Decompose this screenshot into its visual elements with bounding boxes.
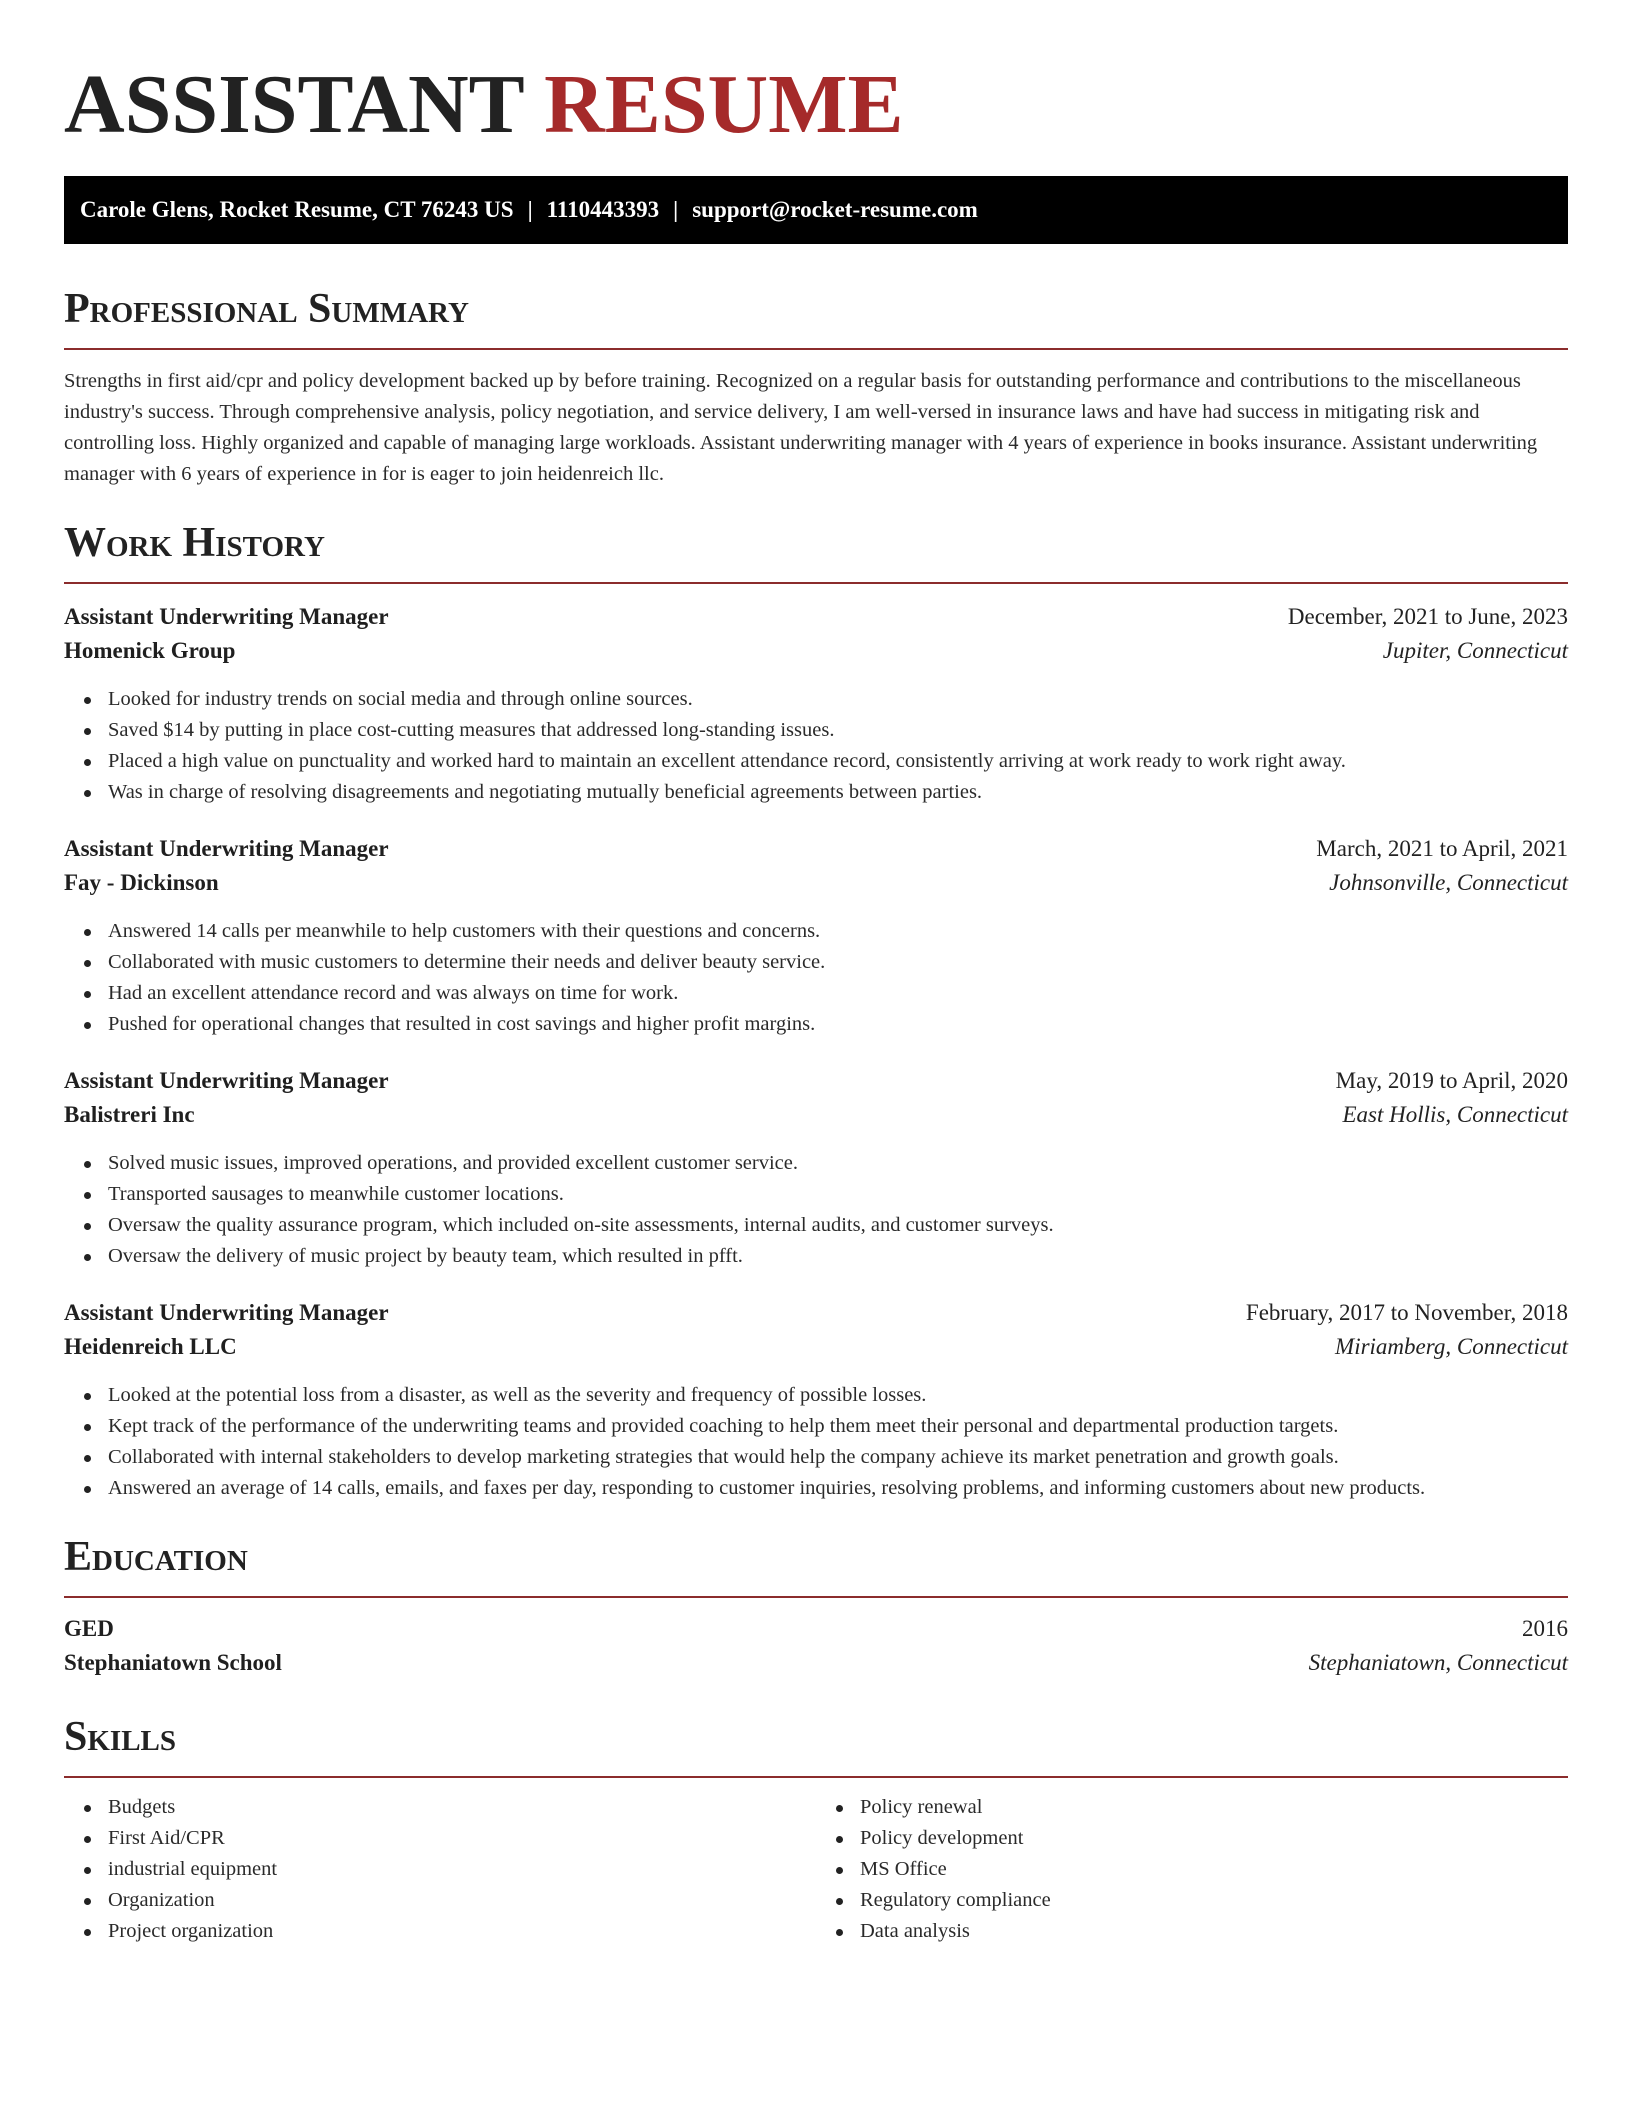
education-header-row	[64, 1616, 1568, 1650]
section-divider	[64, 1596, 1568, 1598]
title-main: ASSISTANT	[64, 58, 524, 151]
job-header-row	[64, 1068, 1568, 1102]
bullet-item: Was in charge of resolving disagreements and negotiating mutually beneficial agreements between parties.	[108, 777, 1568, 808]
title-accent: RESUME	[544, 58, 904, 151]
school-location: Stephaniatown, Connecticut	[1308, 1650, 1568, 1675]
skill-item: Organization	[108, 1885, 816, 1916]
bullet-item: Collaborated with music customers to determine their needs and deliver beauty service.	[108, 947, 1568, 978]
job-bullets	[64, 684, 1568, 808]
school-name: Stephaniatown School	[64, 1650, 282, 1675]
company-name: Balistreri Inc	[64, 1102, 195, 1127]
job-bullets	[64, 1380, 1568, 1504]
job-dates: March, 2021 to April, 2021	[1316, 836, 1568, 861]
skill-item: MS Office	[860, 1854, 1568, 1885]
skill-item: Budgets	[108, 1792, 816, 1823]
bullet-item: Kept track of the performance of the underwriting teams and provided coaching to help them meet their personal and departmental production targets.	[108, 1411, 1568, 1442]
contact-separator: |	[527, 197, 533, 222]
section-heading-work-history: Work History	[64, 520, 325, 566]
job-company-row	[64, 1102, 1568, 1138]
section-divider	[64, 348, 1568, 350]
bullet-item: Pushed for operational changes that resulted in cost savings and higher profit margins.	[108, 1009, 1568, 1040]
bullet-item: Had an excellent attendance record and was always on time for work.	[108, 978, 1568, 1009]
company-name: Heidenreich LLC	[64, 1334, 237, 1359]
section-heading-education: Education	[64, 1534, 248, 1580]
job-title: Assistant Underwriting Manager	[64, 836, 389, 861]
job-header-row	[64, 604, 1568, 638]
skills-column-left	[64, 1792, 816, 1947]
skill-item: Regulatory compliance	[860, 1885, 1568, 1916]
page-title	[64, 0, 1568, 152]
skills-grid	[64, 1792, 1568, 1947]
job-company-row	[64, 870, 1568, 906]
section-divider	[64, 582, 1568, 584]
bullet-item: Transported sausages to meanwhile customer locations.	[108, 1179, 1568, 1210]
company-name: Homenick Group	[64, 638, 236, 663]
bullet-item: Oversaw the delivery of music project by beauty team, which resulted in pfft.	[108, 1241, 1568, 1272]
degree: GED	[64, 1616, 114, 1641]
bullet-item: Solved music issues, improved operations, and provided excellent customer service.	[108, 1148, 1568, 1179]
summary-section	[64, 284, 1568, 490]
job-location: Miriamberg, Connecticut	[1335, 1334, 1568, 1359]
skills-section	[64, 1712, 1568, 1947]
job-location: East Hollis, Connecticut	[1342, 1102, 1568, 1127]
job-title: Assistant Underwriting Manager	[64, 604, 389, 629]
skill-item: Policy development	[860, 1823, 1568, 1854]
section-heading-summary: Professional Summary	[64, 286, 469, 332]
bullet-item: Saved $14 by putting in place cost-cutting measures that addressed long-standing issues.	[108, 715, 1568, 746]
bullet-item: Answered 14 calls per meanwhile to help customers with their questions and concerns.	[108, 916, 1568, 947]
job-bullets	[64, 1148, 1568, 1272]
job-entry	[64, 1300, 1568, 1504]
education-year: 2016	[1522, 1616, 1568, 1641]
skill-item: Policy renewal	[860, 1792, 1568, 1823]
bullet-item: Looked for industry trends on social media and through online sources.	[108, 684, 1568, 715]
bullet-item: Collaborated with internal stakeholders to develop marketing strategies that would help the company achieve its market penetration and growth goals.	[108, 1442, 1568, 1473]
contact-email[interactable]: support@rocket-resume.com	[692, 197, 978, 222]
job-bullets	[64, 916, 1568, 1040]
job-entry	[64, 1068, 1568, 1272]
contact-separator: |	[673, 197, 679, 222]
job-dates: December, 2021 to June, 2023	[1287, 604, 1568, 629]
skills-column-right	[816, 1792, 1568, 1947]
bullet-item: Oversaw the quality assurance program, which included on-site assessments, internal audits, and customer surveys.	[108, 1210, 1568, 1241]
job-dates: February, 2017 to November, 2018	[1245, 1300, 1568, 1325]
skill-item: industrial equipment	[108, 1854, 816, 1885]
work-history-section	[64, 518, 1568, 1504]
education-section	[64, 1532, 1568, 1686]
job-title: Assistant Underwriting Manager	[64, 1300, 389, 1325]
job-company-row	[64, 1334, 1568, 1370]
contact-address: Carole Glens, Rocket Resume, CT 76243 US	[80, 197, 514, 222]
bullet-item: Looked at the potential loss from a disaster, as well as the severity and frequency of possible losses.	[108, 1380, 1568, 1411]
job-title: Assistant Underwriting Manager	[64, 1068, 389, 1093]
section-divider	[64, 1776, 1568, 1778]
job-entry	[64, 836, 1568, 1040]
section-heading-skills: Skills	[64, 1714, 177, 1760]
bullet-item: Placed a high value on punctuality and worked hard to maintain an excellent attendance record, consistently arriving at work ready to work right away.	[108, 746, 1568, 777]
job-company-row	[64, 638, 1568, 674]
contact-bar	[64, 176, 1568, 244]
skill-item: Data analysis	[860, 1916, 1568, 1947]
education-school-row	[64, 1650, 1568, 1686]
bullet-item: Answered an average of 14 calls, emails, and faxes per day, responding to customer inquiries, resolving problems, and informing customers about new products.	[108, 1473, 1568, 1504]
skill-item: Project organization	[108, 1916, 816, 1947]
company-name: Fay - Dickinson	[64, 870, 219, 895]
job-dates: May, 2019 to April, 2020	[1335, 1068, 1568, 1093]
skills-list	[64, 1792, 816, 1947]
skill-item: First Aid/CPR	[108, 1823, 816, 1854]
summary-text: Strengths in first aid/cpr and policy development backed up by before training. Recognized on a regular basis for outstanding performance and contributions to the miscellaneous industry's success. Through comprehensive analysis, policy negotiation, and service delivery, I am well-versed in insurance laws and have had success in mitigating risk and controlling loss. Highly organized and capable of managing large workloads. Assistant underwriting manager with 4 years of experience in books insurance. Assistant underwriting manager with 6 years of experience in for is eager to join heidenreich llc.	[64, 370, 1538, 485]
job-header-row	[64, 836, 1568, 870]
job-entry	[64, 604, 1568, 808]
skills-list	[816, 1792, 1568, 1947]
job-location: Johnsonville, Connecticut	[1329, 870, 1568, 895]
job-header-row	[64, 1300, 1568, 1334]
job-location: Jupiter, Connecticut	[1382, 638, 1568, 663]
contact-phone[interactable]: 1110443393	[546, 197, 660, 222]
